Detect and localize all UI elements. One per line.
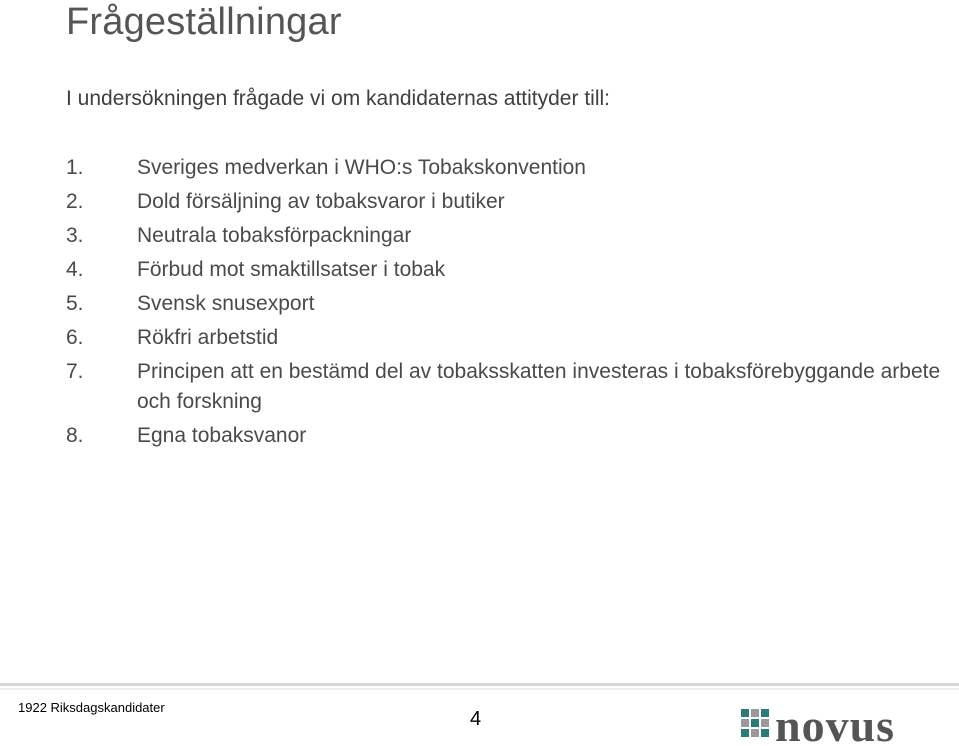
logo-square — [751, 719, 759, 727]
question-list — [66, 153, 946, 455]
novus-logo — [741, 703, 959, 745]
list-item-number: 7. — [66, 360, 84, 383]
list-item-text: Neutrala tobaksförpackningar — [137, 224, 412, 247]
logo-square — [761, 709, 769, 717]
logo-square — [741, 719, 749, 727]
list-item — [66, 221, 946, 251]
slide-title: Frågeställningar — [66, 1, 342, 43]
list-item-text: Principen att en bestämd del av tobaksskatten investeras i tobaksförebyggande arbete och forskning — [137, 360, 941, 413]
list-item — [66, 187, 946, 217]
logo-square — [741, 729, 749, 737]
list-item-number: 8. — [66, 424, 84, 447]
list-item-text: Egna tobaksvanor — [137, 424, 307, 447]
footer-divider — [0, 683, 959, 686]
list-item-text: Rökfri arbetstid — [137, 326, 279, 349]
list-item-text: Sveriges medverkan i WHO:s Tobakskonvention — [137, 156, 586, 179]
footer-divider-shadow — [0, 688, 959, 690]
list-item — [66, 255, 946, 285]
footer-caption: 1922 Riksdagskandidater — [18, 700, 165, 715]
novus-logo-graphic — [741, 703, 959, 745]
list-item-number: 1. — [66, 156, 84, 179]
list-item-text: Svensk snusexport — [137, 292, 315, 315]
list-item-text: Förbud mot smaktillsatser i tobak — [137, 258, 446, 281]
list-item-number: 4. — [66, 258, 84, 281]
list-item — [66, 289, 946, 319]
list-item — [66, 323, 946, 353]
list-item — [66, 153, 946, 183]
logo-square — [751, 729, 759, 737]
list-item — [66, 357, 946, 417]
list-item-text: Dold försäljning av tobaksvaror i butiker — [137, 190, 505, 213]
list-item — [66, 421, 946, 451]
list-item-number: 3. — [66, 224, 84, 247]
intro-text: I undersökningen frågade vi om kandidaternas attityder till: — [66, 87, 610, 110]
logo-square — [761, 729, 769, 737]
list-item-number: 6. — [66, 326, 84, 349]
logo-square — [761, 719, 769, 727]
list-item-number: 2. — [66, 190, 84, 213]
logo-square — [751, 709, 759, 717]
logo-wordmark: novus — [775, 703, 896, 745]
logo-square — [741, 709, 749, 717]
list-item-number: 5. — [66, 292, 84, 315]
page-number: 4 — [470, 708, 482, 730]
